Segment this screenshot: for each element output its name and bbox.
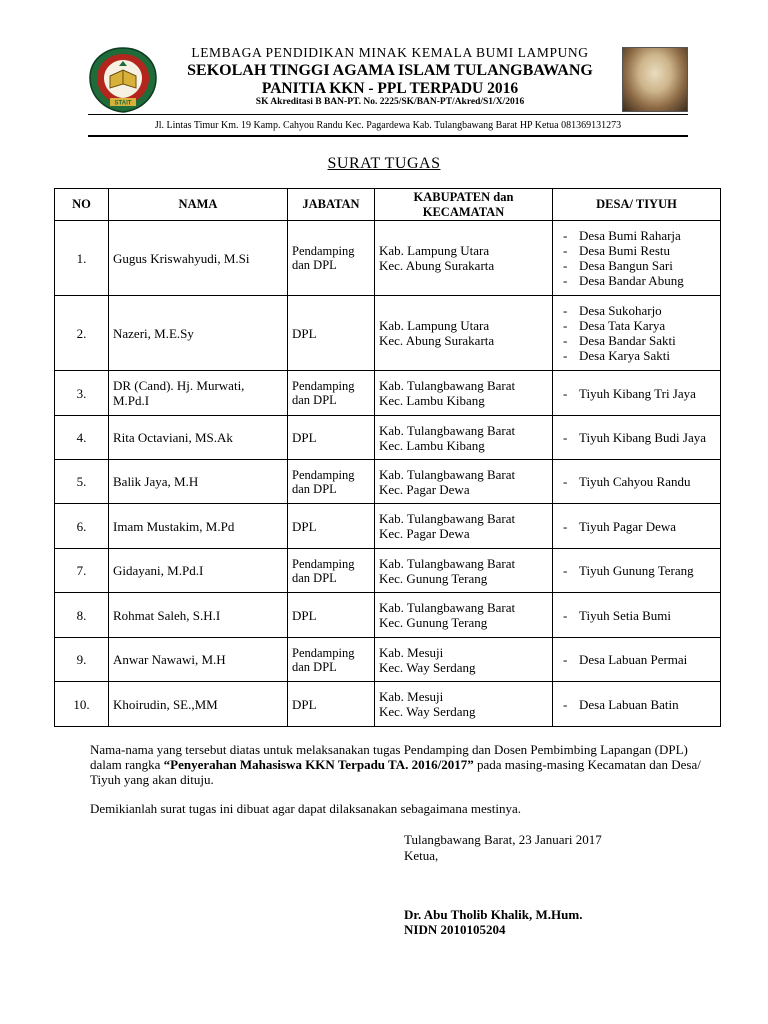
desa-item: - Desa Bumi Restu [557,243,716,258]
place-date: Tulangbawang Barat, 23 Januari 2017 [404,832,602,847]
desa-list [557,608,716,623]
signer-role: Ketua, [404,848,439,863]
desa-item: - Desa Bumi Raharja [557,228,716,243]
row-jabatan: DPL [288,504,375,549]
row-jabatan: Pendamping dan DPL [288,549,375,593]
table-row [55,682,721,727]
row-no: 1. [55,221,109,296]
desa-item: - Desa Sukoharjo [557,303,716,318]
header-desa: DESA/ TIYUH [553,189,721,221]
row-nama: Gidayani, M.Pd.I [109,549,288,593]
paragraph-text-1: Nama-nama yang tersebut diatas untuk melaksanakan tugas Pendamping dan Dosen Pembimbing Lapangan (DPL) dalam rangka [90,742,688,772]
kabupaten-name: Kab. Tulangbawang Barat [379,422,516,438]
table-row [55,460,721,504]
desa-item: - Tiyuh Kibang Budi Jaya [557,430,716,445]
table-row [55,416,721,460]
committee-name: PANITIA KKN - PPL TERPADU 2016 [261,80,519,97]
kecamatan-name: Kec. Gunung Terang [379,570,488,586]
table-row [55,593,721,638]
institution-logo [86,46,160,114]
desa-item: - Tiyuh Setia Bumi [557,608,716,623]
row-jabatan: DPL [288,682,375,727]
kabupaten-name: Kab. Mesuji [379,644,444,660]
kabupaten-name: Kab. Tulangbawang Barat [379,378,516,393]
header-rule-thick [88,135,688,137]
row-kabupaten [375,371,553,416]
kabupaten-name: Kab. Mesuji [379,689,444,704]
table-row [55,221,721,296]
chairman-photo [622,47,688,112]
kabupaten-name: Kab. Tulangbawang Barat [379,466,516,482]
desa-list [557,474,716,489]
row-nama: Gugus Kriswahyudi, M.Si [109,221,288,296]
desa-item: - Desa Bandar Sakti [557,333,716,348]
row-desa [553,504,721,549]
row-kabupaten [375,504,553,549]
row-kabupaten [375,416,553,460]
row-nama: Rita Octaviani, MS.Ak [109,416,288,460]
desa-list [557,303,716,363]
desa-item: - Tiyuh Kibang Tri Jaya [557,386,716,401]
kabupaten-name: Kab. Lampung Utara [379,243,490,258]
kecamatan-name: Kec. Abung Surakarta [379,333,495,348]
header-nama: NAMA [109,189,288,221]
table-row [55,504,721,549]
header-no: NO [55,189,109,221]
row-jabatan: Pendamping dan DPL [288,460,375,504]
kecamatan-name: Kec. Gunung Terang [379,615,488,630]
kabupaten-name: Kab. Tulangbawang Barat [379,511,516,526]
desa-list [557,697,716,712]
row-desa [553,371,721,416]
row-desa [553,221,721,296]
row-no: 2. [55,296,109,371]
row-nama: Khoirudin, SE.,MM [109,682,288,727]
desa-item: - Desa Karya Sakti [557,348,716,363]
header-jabatan: JABATAN [288,189,375,221]
desa-item: - Desa Tata Karya [557,318,716,333]
accreditation-line: SK Akreditasi B BAN-PT. No. 2225/SK/BAN-PT/Akred/S1/X/2016 [255,97,525,107]
desa-list [557,228,716,288]
desa-item: - Desa Bandar Abung [557,273,716,288]
table-body [55,221,721,727]
row-no: 8. [55,593,109,638]
desa-list [557,386,716,401]
row-jabatan: Pendamping dan DPL [288,638,375,682]
kabupaten-name: Kab. Lampung Utara [379,318,490,333]
row-desa [553,638,721,682]
desa-item: - Desa Labuan Batin [557,697,716,712]
row-nama: Rohmat Saleh, S.H.I [109,593,288,638]
table-row [55,638,721,682]
desa-list [557,519,716,534]
header-kabupaten: KABUPATEN dan KECAMATAN [375,189,553,221]
row-desa [553,682,721,727]
desa-list [557,430,716,445]
signer-name: Dr. Abu Tholib Khalik, M.Hum. [404,907,583,922]
row-no: 5. [55,460,109,504]
row-kabupaten [375,460,553,504]
kecamatan-name: Kec. Way Serdang [379,659,476,675]
row-jabatan: DPL [288,593,375,638]
kecamatan-name: Kec. Way Serdang [379,704,476,719]
row-jabatan: Pendamping dan DPL [288,221,375,296]
row-no: 7. [55,549,109,593]
row-no: 9. [55,638,109,682]
desa-item: - Tiyuh Pagar Dewa [557,519,716,534]
row-kabupaten [375,296,553,371]
row-desa [553,460,721,504]
row-no: 6. [55,504,109,549]
kabupaten-name: Kab. Tulangbawang Barat [379,600,516,615]
row-jabatan: Pendamping dan DPL [288,371,375,416]
table-row [55,296,721,371]
row-nama: Nazeri, M.E.Sy [109,296,288,371]
table-header-row [55,189,721,221]
row-jabatan: DPL [288,296,375,371]
row-nama: Anwar Nawawi, M.H [109,638,288,682]
kecamatan-name: Kec. Pagar Dewa [379,481,470,497]
paragraph-text-2: pada masing-masing Kecamatan dan Desa/ Tiyuh yang akan dituju. [90,757,701,787]
row-kabupaten [375,638,553,682]
table-row [55,371,721,416]
row-jabatan: DPL [288,416,375,460]
row-nama: DR (Cand). Hj. Murwati, M.Pd.I [109,371,288,416]
row-kabupaten [375,221,553,296]
logo-text: STAIT [114,100,132,107]
desa-item: - Tiyuh Gunung Terang [557,563,716,578]
signer-nidn: NIDN 2010105204 [404,922,506,937]
foundation-name: LEMBAGA PENDIDIKAN MINAK KEMALA BUMI LAMPUNG [191,45,589,60]
kecamatan-name: Kec. Lambu Kibang [379,393,485,408]
assignment-table [54,188,721,727]
row-nama: Imam Mustakim, M.Pd [109,504,288,549]
school-name: SEKOLAH TINGGI AGAMA ISLAM TULANGBAWANG [187,62,593,79]
header-rule-thin [88,114,688,115]
row-kabupaten [375,593,553,638]
desa-list [557,652,716,667]
address-line: Jl. Lintas Timur Km. 19 Kamp. Cahyou Randu Kec. Pagardewa Kab. Tulangbawang Barat HP Ketua 081369131273 [154,120,622,131]
kecamatan-name: Kec. Lambu Kibang [379,437,485,453]
desa-item: - Desa Bangun Sari [557,258,716,273]
row-desa [553,416,721,460]
event-name: “Penyerahan Mahasiswa KKN Terpadu TA. 2016/2017” [163,757,474,772]
desa-list [557,563,716,578]
closing-paragraph: Demikianlah surat tugas ini dibuat agar dapat dilaksanakan sebagaimana mestinya. [90,801,522,816]
kabupaten-name: Kab. Tulangbawang Barat [379,555,516,571]
row-desa [553,593,721,638]
row-kabupaten [375,682,553,727]
desa-item: - Desa Labuan Permai [557,652,716,667]
kecamatan-name: Kec. Pagar Dewa [379,526,470,541]
row-nama: Balik Jaya, M.H [109,460,288,504]
row-no: 3. [55,371,109,416]
row-desa [553,549,721,593]
table-row [55,549,721,593]
row-desa [553,296,721,371]
row-no: 10. [55,682,109,727]
row-kabupaten [375,549,553,593]
row-no: 4. [55,416,109,460]
document-title: SURAT TUGAS [327,155,441,172]
kecamatan-name: Kec. Abung Surakarta [379,258,495,273]
assignment-paragraph [90,742,720,787]
desa-item: - Tiyuh Cahyou Randu [557,474,716,489]
